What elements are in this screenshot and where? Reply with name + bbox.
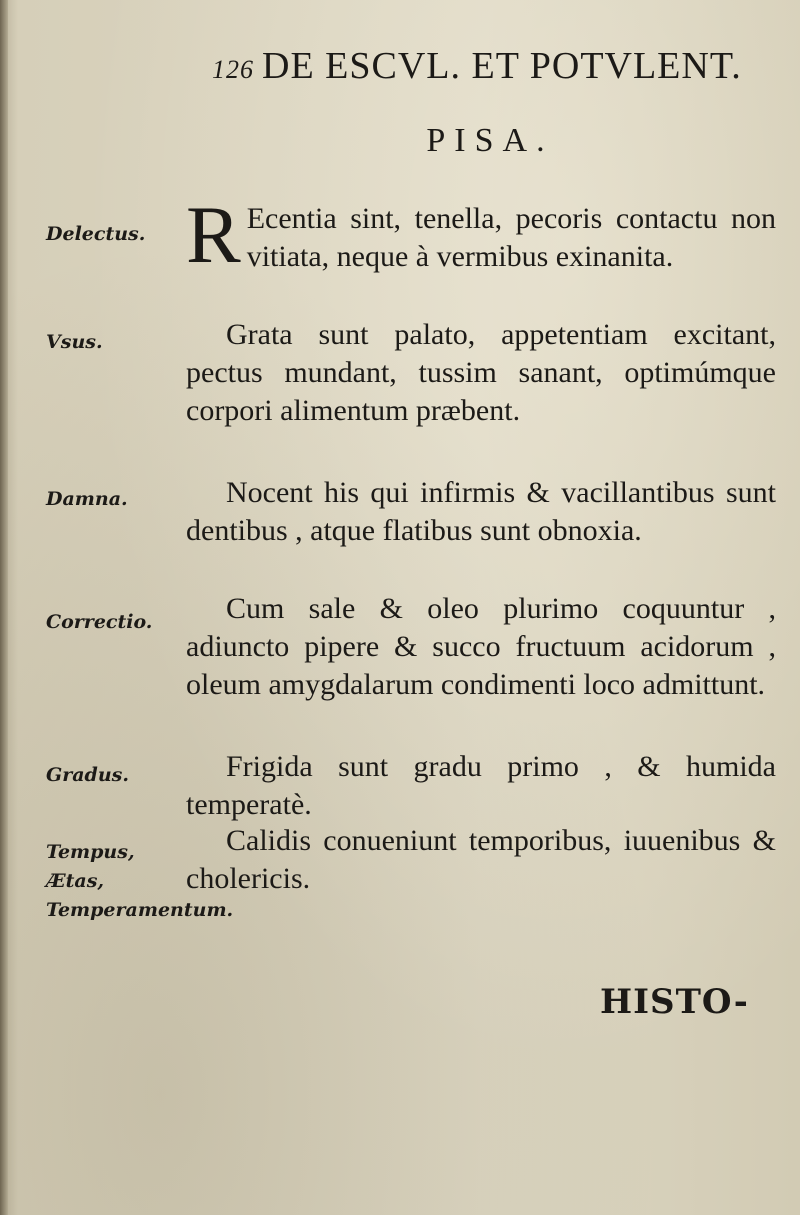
margin-note-gradus: Gradus. [46,764,129,786]
catchword: HISTO- [600,982,749,1022]
margin-note-damna: Damna. [46,488,128,510]
paragraph-correctio: Cum sale & oleo plurimo coquuntur , adiuncto pipere & succo fructuum acidorum , oleum amygdalarum condimenti loco admittunt. [186,592,776,701]
margin-note-delectus: Delectus. [46,223,146,245]
paragraph-tempus: Calidis conueniunt temporibus, iuuenibus & cholericis. [186,824,776,895]
page-number: 126 [212,55,254,84]
drop-capital: R [186,189,241,280]
margin-note-usus: Vsus. [46,331,103,353]
paragraph-usus: Grata sunt palato, appetentiam excitant, pectus mundant, tussim sanant, optimúmque corpori alimentum præbent. [186,318,776,427]
running-head [212,44,742,88]
paragraph-damna: Nocent his qui infirmis & vacillantibus sunt dentibus , atque flatibus sunt obnoxia. [186,476,776,547]
paragraph-text: Ecentia sint, tenella, pecoris contactu non vitiata, neque à vermibus exinanita. [246,202,776,273]
section-title: PISA. [426,122,554,159]
paragraph-delectus [186,189,776,280]
margin-note-correctio: Correctio. [46,611,153,633]
running-title: DE ESCVL. ET POTVLENT. [262,45,742,87]
paragraph-gradus: Frigida sunt gradu primo , & humida temperatè. [186,750,776,821]
margin-note-tempus: Tempus, Ætas, Temperamentum. [46,841,234,921]
page-gutter-edge [0,0,8,1215]
